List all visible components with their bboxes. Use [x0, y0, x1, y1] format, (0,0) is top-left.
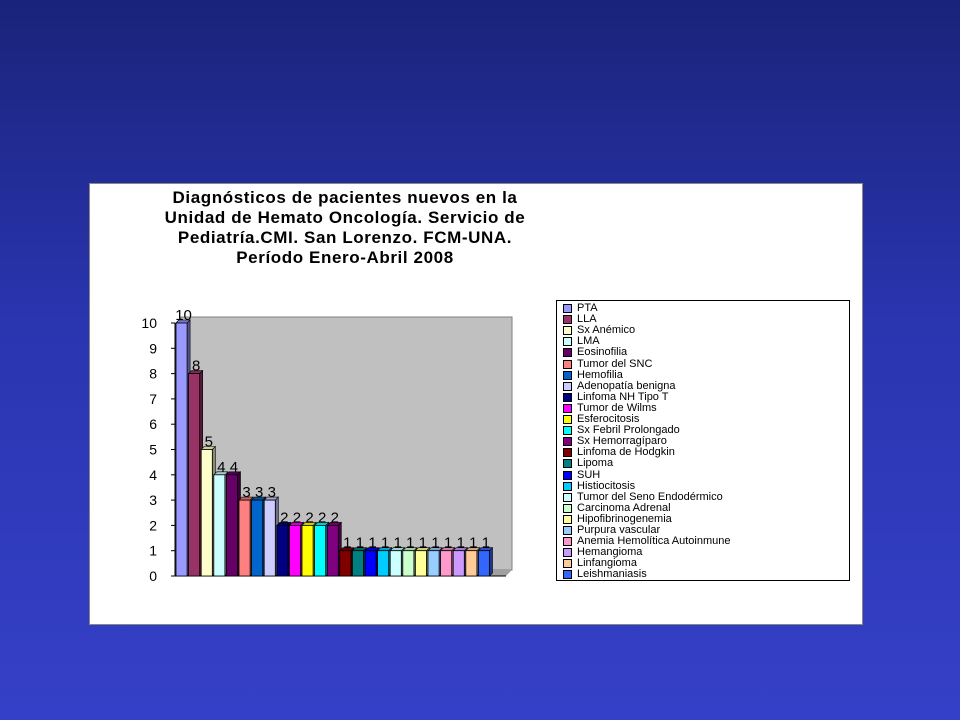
- legend-swatch: [563, 526, 572, 535]
- bar-value-label: 1: [343, 534, 352, 552]
- legend-swatch: [563, 326, 572, 335]
- legend-swatch: [563, 515, 572, 524]
- bar-value-label: 10: [175, 307, 192, 324]
- legend-label: Hipofibrinogenemia: [577, 512, 672, 525]
- bar: [441, 548, 455, 576]
- bar-value-label: 8: [191, 357, 201, 375]
- bar: [289, 522, 303, 576]
- legend-swatch: [563, 493, 572, 502]
- bar-front: [390, 551, 401, 576]
- legend-item: [563, 569, 647, 580]
- chart-title-line-1: Diagnósticos de pacientes nuevos en la: [172, 188, 518, 207]
- bar-value-label: 1: [443, 534, 453, 552]
- bar-value-label: 2: [292, 509, 302, 527]
- legend-label: LMA: [577, 335, 600, 348]
- bar: [378, 548, 392, 576]
- bar-value-label: 2: [317, 509, 327, 527]
- chart-title-line-3: Pediatría.CMI. San Lorenzo. FCM-UNA.: [177, 228, 513, 247]
- bar: [453, 548, 467, 576]
- bar-front: [352, 551, 363, 576]
- bar: [365, 548, 379, 576]
- legend-label: Leishmaniasis: [577, 568, 647, 581]
- legend-swatch: [563, 504, 572, 513]
- legend-swatch: [563, 415, 572, 424]
- legend-item: [563, 359, 652, 370]
- legend-swatch: [563, 426, 572, 435]
- y-tick-label: 7: [149, 390, 157, 407]
- legend-swatch: [563, 448, 572, 457]
- bar: [352, 548, 366, 576]
- bar-side: [490, 548, 493, 576]
- legend-label: Tumor de Wilms: [577, 401, 657, 414]
- bar: [403, 548, 417, 576]
- legend-item: [563, 470, 600, 481]
- legend-swatch: [563, 548, 572, 557]
- legend-swatch: [563, 360, 572, 369]
- legend-label: Esferocitosis: [577, 413, 640, 425]
- legend-label: Lipoma: [577, 457, 614, 470]
- bar: [302, 522, 316, 576]
- bar: [201, 447, 215, 577]
- bar-value-label: 2: [280, 509, 289, 527]
- legend-swatch: [563, 459, 572, 468]
- legend-label: PTA: [577, 302, 598, 314]
- bar-value-label: 4: [229, 458, 239, 476]
- y-tick-label: 6: [149, 416, 157, 433]
- bar-value-label: 1: [355, 534, 365, 552]
- bar-front: [365, 551, 376, 576]
- legend-label: Linfoma NH Tipo T: [577, 390, 669, 403]
- bar-front: [478, 551, 489, 576]
- legend-label: Tumor del SNC: [577, 357, 653, 370]
- bar-value-label: 1: [418, 534, 428, 552]
- legend-label: Sx Febril Prolongado: [577, 424, 680, 437]
- bar-value-label: 3: [254, 484, 264, 502]
- bar-front: [214, 475, 225, 576]
- bar-front: [453, 551, 464, 576]
- bar-front: [302, 525, 313, 576]
- chart-title-line-4: Período Enero-Abril 2008: [236, 248, 454, 267]
- legend-swatch: [563, 337, 572, 346]
- bar-value-label: 1: [380, 534, 390, 552]
- bar-value-label: 2: [330, 509, 339, 527]
- chart-legend: [556, 300, 850, 581]
- legend-swatch: [563, 371, 572, 380]
- bar-front: [226, 475, 237, 576]
- legend-swatch: [563, 304, 572, 313]
- chart-title-line-2: Unidad de Hemato Oncología. Servicio de: [164, 208, 526, 227]
- bar-value-label: 1: [431, 534, 440, 552]
- bar-front: [289, 525, 300, 576]
- legend-label: Hemofilia: [577, 368, 623, 381]
- y-tick-label: 2: [149, 517, 157, 534]
- legend-label: Adenopatía benigna: [577, 379, 676, 392]
- bar-value-label: 1: [393, 534, 402, 552]
- bar-front: [441, 551, 452, 576]
- bar: [214, 472, 228, 576]
- legend-label: Hemangioma: [577, 546, 643, 559]
- legend-swatch: [563, 393, 572, 402]
- bar: [327, 522, 341, 576]
- bar-front: [252, 500, 263, 576]
- bar: [189, 371, 203, 576]
- bar-value-label: 4: [217, 458, 226, 476]
- y-tick-label: 4: [149, 466, 157, 483]
- bar: [239, 497, 253, 576]
- legend-item: [563, 481, 635, 492]
- bar-value-label: 1: [469, 534, 478, 552]
- bar-value-label: 5: [204, 433, 213, 451]
- legend-label: Eosinofilia: [577, 346, 628, 359]
- legend-swatch: [563, 537, 572, 546]
- y-tick-label: 3: [149, 492, 157, 509]
- bar: [428, 548, 442, 576]
- bar-front: [189, 374, 200, 576]
- legend-item: [563, 458, 613, 469]
- bar-value-label: 1: [406, 534, 415, 552]
- legend-label: Linfoma de Hodgkin: [577, 446, 675, 459]
- bar-front: [264, 500, 275, 576]
- bar-front: [466, 551, 477, 576]
- legend-label: Sx Anémico: [577, 324, 636, 337]
- y-tick-label: 8: [149, 365, 157, 382]
- bar-front: [315, 525, 326, 576]
- legend-swatch: [563, 437, 572, 446]
- legend-label: LLA: [577, 313, 597, 326]
- bar-value-label: 2: [305, 509, 314, 527]
- bar: [415, 548, 429, 576]
- bar: [277, 522, 291, 576]
- legend-item: [563, 347, 627, 358]
- bar-front: [239, 500, 250, 576]
- legend-swatch: [563, 404, 572, 413]
- legend-label: Purpura vascular: [577, 524, 661, 536]
- bar-value-label: 1: [368, 534, 377, 552]
- bar-front: [201, 450, 212, 577]
- legend-swatch: [563, 315, 572, 324]
- legend-swatch: [563, 471, 572, 480]
- bar: [315, 522, 329, 576]
- legend-label: Carcinoma Adrenal: [577, 501, 671, 514]
- legend-swatch: [563, 382, 572, 391]
- bar-front: [403, 551, 414, 576]
- y-tick-label: 10: [141, 315, 157, 331]
- y-tick-label: 1: [149, 542, 157, 559]
- bar-front: [340, 551, 351, 576]
- bar: [264, 497, 278, 576]
- bar-value-label: 3: [242, 484, 251, 502]
- y-tick-label: 9: [149, 340, 157, 357]
- legend-label: Histiocitosis: [577, 479, 636, 492]
- bar: [226, 472, 240, 576]
- y-tick-label: 5: [149, 441, 157, 458]
- legend-item: [563, 370, 623, 381]
- bar-front: [378, 551, 389, 576]
- bar-value-label: 1: [481, 534, 491, 552]
- y-tick-label: 0: [149, 568, 157, 584]
- bar-front: [176, 323, 187, 576]
- legend-swatch: [563, 570, 572, 579]
- bar-front: [415, 551, 426, 576]
- legend-swatch: [563, 348, 572, 357]
- bar: [252, 497, 266, 576]
- legend-label: SUH: [577, 468, 601, 481]
- bar-front: [428, 551, 439, 576]
- bar: [478, 548, 492, 576]
- bar: [340, 548, 354, 576]
- legend-label: Tumor del Seno Endodérmico: [577, 490, 723, 503]
- bar-value-label: 3: [267, 484, 276, 502]
- legend-swatch: [563, 482, 572, 491]
- bar: [176, 320, 190, 576]
- legend-label: Linfangioma: [577, 557, 637, 570]
- bar-front: [327, 525, 338, 576]
- bar-value-label: 1: [456, 534, 465, 552]
- legend-label: Sx Hemorragíparo: [577, 435, 667, 448]
- bar: [390, 548, 404, 576]
- bar: [466, 548, 480, 576]
- legend-swatch: [563, 559, 572, 568]
- bar-front: [277, 525, 288, 576]
- legend-label: Anemia Hemolítica Autoinmune: [577, 535, 731, 548]
